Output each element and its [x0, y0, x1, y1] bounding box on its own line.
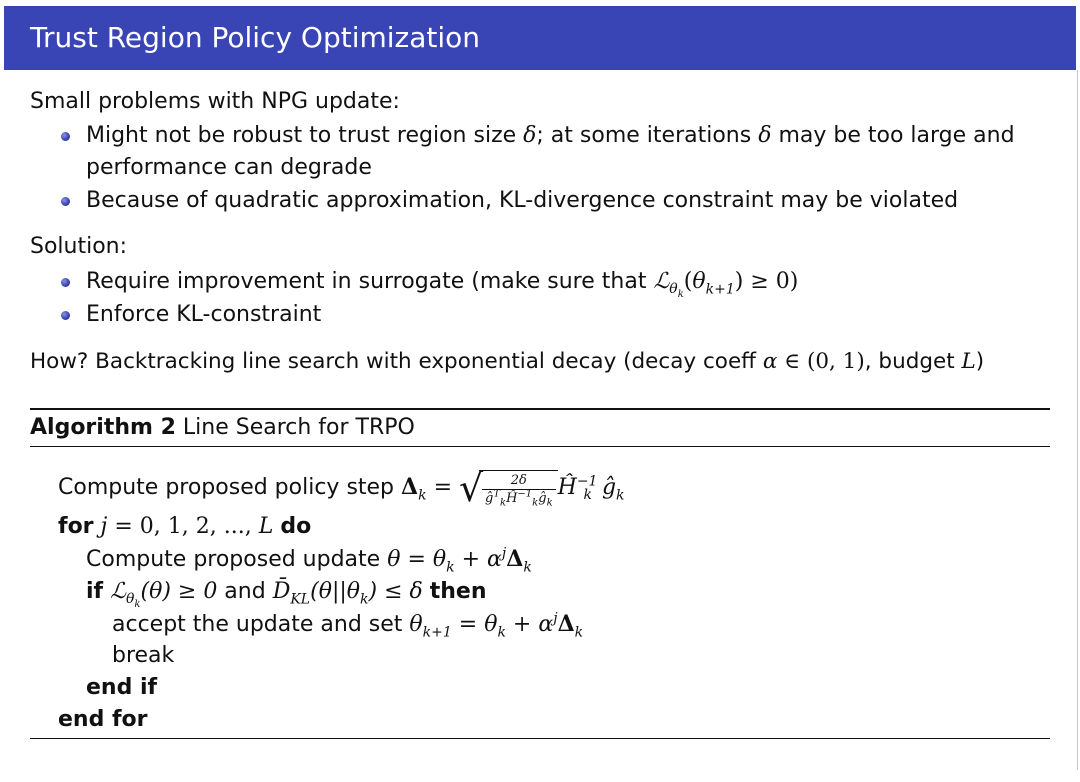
solution-heading: Solution: — [30, 234, 128, 259]
bullet-icon — [61, 278, 70, 287]
algorithm-end-if: end if — [86, 675, 158, 700]
surrogate-symbol: ℒ — [653, 269, 670, 294]
algorithm-end-for: end for — [58, 707, 148, 732]
algorithm-for-line: for j = 0, 1, 2, ..., L do — [58, 514, 312, 539]
algorithm-if-line: if ℒ$_{\theta_k}$(θ) ≥ 0 and $D̄_{KL}(\theta||\theta_k) \le \delta$ then — [86, 579, 487, 611]
fraction: $\frac{2\delta}{ĝ^T_kĤ^{-1}_kĝ_k}$ — [482, 473, 556, 506]
delta-symbol: δ — [523, 123, 537, 148]
algorithm-break-line: break — [112, 643, 175, 668]
delta-symbol: δ — [758, 123, 772, 148]
bullet-icon — [61, 197, 70, 206]
how-line: How? Backtracking line search with exponential decay (decay coeff α ∈ (0, 1), budget L) — [30, 349, 985, 374]
bullet-icon — [61, 311, 70, 320]
radical-sign: √ — [459, 466, 484, 510]
problems-heading: Small problems with NPG update: — [30, 89, 400, 114]
algorithm-bottom-rule — [30, 738, 1050, 739]
algorithm-caption: Algorithm 2 Line Search for TRPO — [30, 415, 415, 440]
problem-bullet-1-line-1: Might not be robust to trust region size δ; at some iterations δ may be too large and — [86, 123, 1015, 148]
algorithm-accept-line: accept the update and set $\theta_{k+1} = \theta_k + \alpha^j\Delta_k$ — [112, 610, 584, 641]
algorithm-top-rule — [30, 408, 1050, 410]
square-root — [459, 466, 558, 510]
solution-bullet-2: Enforce KL-constraint — [86, 302, 322, 327]
algorithm-update-line: Compute proposed update $\theta = \theta_k + \alpha^j\Delta_k$ — [86, 545, 532, 576]
problem-bullet-1-line-2: performance can degrade — [86, 155, 372, 180]
solution-bullet-1: Require improvement in surrogate (make sure that $ℒ_{\theta_k}(\theta_{k+1}) \ge 0$) — [86, 269, 799, 301]
problem-bullet-2: Because of quadratic approximation, KL-divergence constraint may be violated — [86, 188, 959, 213]
slide-header — [4, 6, 1076, 70]
slide-right-border — [1077, 70, 1078, 770]
slide-title: Trust Region Policy Optimization — [30, 21, 481, 54]
algorithm-caption-rule — [30, 446, 1050, 447]
algorithm-step-compute-step: Compute proposed policy step $\Delta_k$ = √ $\frac{2\delta}{ĝ^T_kĤ^{-1}_kĝ_k}$ $Ĥ^{-1}_k$ $ĝ_k$ — [58, 470, 625, 506]
bullet-icon — [61, 132, 70, 141]
